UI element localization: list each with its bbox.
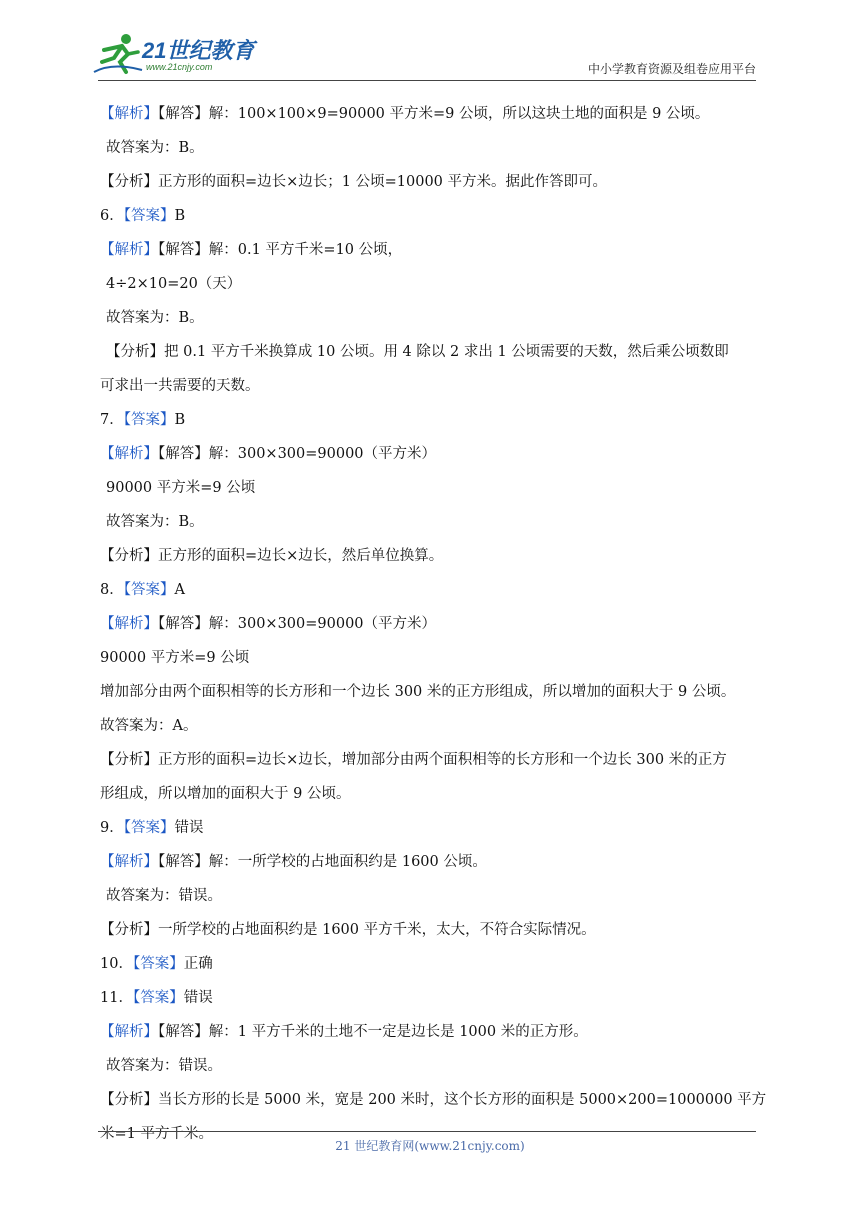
line-text: 故答案为：B。 bbox=[106, 140, 204, 156]
line-text: 【解答】解：300×300=90000（平方米） bbox=[158, 446, 437, 462]
text-line bbox=[100, 1022, 588, 1042]
site-logo bbox=[92, 32, 262, 78]
logo-url: www.21cnjy.com bbox=[146, 62, 213, 72]
line-text: 【解答】解：一所学校的占地面积约是 1600 公顷。 bbox=[158, 854, 487, 870]
text-line bbox=[106, 478, 255, 498]
label-tag: 【解析】 bbox=[100, 106, 158, 122]
text-line bbox=[100, 240, 402, 260]
text-line bbox=[100, 716, 197, 736]
line-text: 故答案为：B。 bbox=[106, 310, 204, 326]
text-line bbox=[100, 444, 436, 464]
text-line bbox=[106, 886, 222, 906]
text-line bbox=[100, 104, 709, 124]
text-line bbox=[106, 1056, 222, 1076]
text-line bbox=[100, 988, 213, 1008]
runner-logo-icon bbox=[92, 32, 144, 78]
footer-text: 21 世纪教育网(www.21cnjy.com) bbox=[335, 1139, 525, 1153]
line-text: 正确 bbox=[183, 956, 213, 972]
text-line bbox=[100, 682, 735, 702]
line-text: 【分析】把 0.1 平方千米换算成 10 公顷。用 4 除以 2 求出 1 公顷需要的天数，然后乘公顷数即 bbox=[106, 344, 729, 360]
line-text: 8． bbox=[100, 582, 124, 598]
line-text: 故答案为：错误。 bbox=[106, 1058, 222, 1074]
header-divider bbox=[98, 80, 756, 81]
text-line bbox=[100, 920, 596, 940]
page-header bbox=[0, 0, 860, 90]
line-text: 故答案为：B。 bbox=[106, 514, 204, 530]
line-text: 【分析】正方形的面积=边长×边长；1 公顷=10000 平方米。据此作答即可。 bbox=[100, 174, 608, 190]
line-text: 【分析】一所学校的占地面积约是 1600 平方千米，太大，不符合实际情况。 bbox=[100, 922, 596, 938]
text-line bbox=[100, 614, 436, 634]
label-tag: 【答案】 bbox=[123, 412, 175, 428]
label-tag: 【答案】 bbox=[123, 582, 175, 598]
label-tag: 【答案】 bbox=[123, 208, 175, 224]
line-text: 90000 平方米=9 公顷 bbox=[100, 650, 250, 666]
line-text: 错误 bbox=[174, 820, 204, 836]
line-text: 形组成，所以增加的面积大于 9 公顷。 bbox=[100, 786, 351, 802]
line-text: 【解答】解：300×300=90000（平方米） bbox=[158, 616, 437, 632]
text-line bbox=[100, 784, 350, 804]
label-tag: 【解析】 bbox=[100, 854, 158, 870]
text-line bbox=[100, 1090, 766, 1110]
line-text: 11． bbox=[100, 990, 133, 1006]
label-tag: 【答案】 bbox=[123, 820, 175, 836]
text-line bbox=[100, 206, 185, 226]
label-tag: 【解析】 bbox=[100, 446, 158, 462]
label-tag: 【答案】 bbox=[132, 990, 184, 1006]
text-line bbox=[100, 750, 727, 770]
line-text: 【分析】当长方形的长是 5000 米，宽是 200 米时，这个长方形的面积是 5000×200=1000000 平方 bbox=[100, 1092, 767, 1108]
label-tag: 【解析】 bbox=[100, 1024, 158, 1040]
text-line bbox=[100, 648, 249, 668]
line-text: 故答案为：错误。 bbox=[106, 888, 222, 904]
line-text: 错误 bbox=[183, 990, 213, 1006]
line-text: 9． bbox=[100, 820, 124, 836]
line-text: 90000 平方米=9 公顷 bbox=[106, 480, 256, 496]
label-tag: 【解析】 bbox=[100, 242, 158, 258]
text-line bbox=[106, 512, 204, 532]
footer-divider bbox=[98, 1131, 756, 1132]
line-text: 【解答】解：1 平方千米的土地不一定是边长是 1000 米的正方形。 bbox=[158, 1024, 588, 1040]
line-text: 米=1 平方千米。 bbox=[100, 1126, 213, 1142]
line-text: 【解答】解：0.1 平方千米=10 公顷， bbox=[158, 242, 403, 258]
line-text: 可求出一共需要的天数。 bbox=[100, 378, 260, 394]
logo-text: 21世纪教育 bbox=[142, 38, 255, 63]
line-text: B bbox=[174, 412, 186, 428]
text-line bbox=[100, 376, 260, 396]
text-line bbox=[100, 818, 203, 838]
text-line bbox=[100, 580, 185, 600]
text-line bbox=[106, 274, 241, 294]
text-line bbox=[100, 954, 213, 974]
line-text: B bbox=[174, 208, 186, 224]
line-text: 故答案为：A。 bbox=[100, 718, 198, 734]
line-text: 增加部分由两个面积相等的长方形和一个边长 300 米的正方形组成，所以增加的面积大于 9 公顷。 bbox=[100, 684, 736, 700]
text-line bbox=[100, 172, 607, 192]
text-line bbox=[100, 852, 487, 872]
platform-name: 中小学教育资源及组卷应用平台 bbox=[587, 62, 756, 76]
text-line bbox=[106, 138, 204, 158]
line-text: 4÷2×10=20（天） bbox=[106, 276, 242, 292]
line-text: 6． bbox=[100, 208, 124, 224]
label-tag: 【解析】 bbox=[100, 616, 158, 632]
line-text: 【分析】正方形的面积=边长×边长，然后单位换算。 bbox=[100, 548, 444, 564]
line-text: 10． bbox=[100, 956, 133, 972]
line-text: A bbox=[174, 582, 185, 598]
text-line bbox=[100, 410, 185, 430]
line-text: 【分析】正方形的面积=边长×边长，增加部分由两个面积相等的长方形和一个边长 300 米的正方 bbox=[100, 752, 727, 768]
line-text: 7． bbox=[100, 412, 124, 428]
text-line bbox=[100, 546, 443, 566]
text-line bbox=[106, 342, 729, 362]
text-line bbox=[106, 308, 204, 328]
line-text: 【解答】解：100×100×9=90000 平方米=9 公顷，所以这块土地的面积是 9 公顷。 bbox=[158, 106, 710, 122]
label-tag: 【答案】 bbox=[132, 956, 184, 972]
